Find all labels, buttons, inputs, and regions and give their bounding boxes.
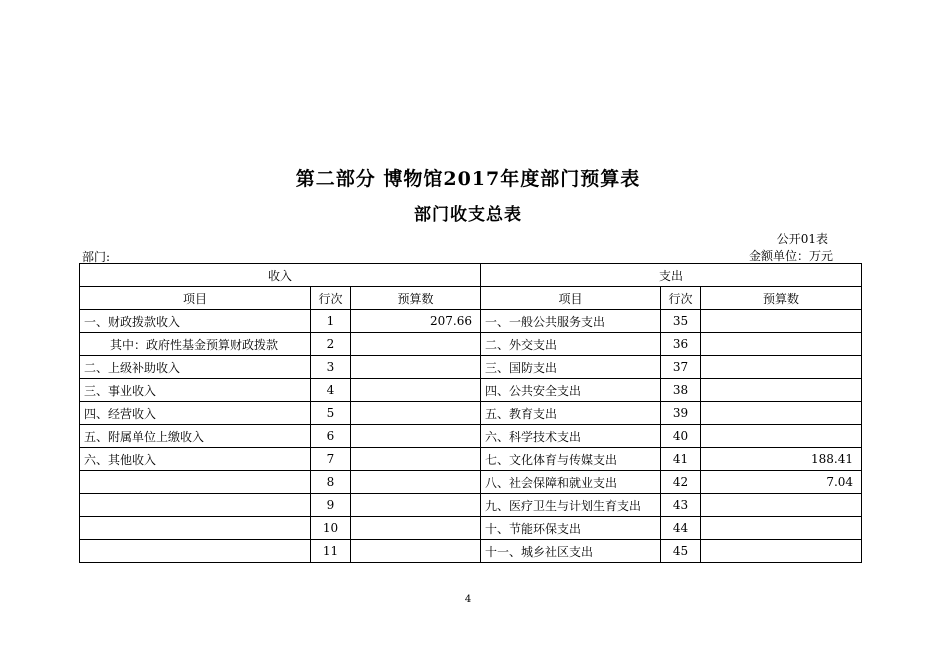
expense-item: 十一、城乡社区支出: [481, 540, 661, 563]
expense-budget-header: 预算数: [701, 287, 862, 310]
expense-row-no: 42: [661, 471, 701, 494]
income-row-no: 6: [311, 425, 351, 448]
table-row: [80, 494, 862, 517]
expense-section-header: 支出: [481, 264, 862, 287]
expense-item: 三、国防支出: [481, 356, 661, 379]
income-budget: [351, 425, 481, 448]
income-item-header: 项目: [80, 287, 311, 310]
table-row: [80, 540, 862, 563]
expense-item: 十、节能环保支出: [481, 517, 661, 540]
income-row-no: 1: [311, 310, 351, 333]
table-section-header-row: [80, 264, 862, 287]
income-item: 六、其他收入: [80, 448, 311, 471]
income-row-no: 4: [311, 379, 351, 402]
income-row-no: 8: [311, 471, 351, 494]
page-subtitle: 部门收支总表: [414, 205, 522, 225]
income-item: 一、财政拨款收入: [80, 310, 311, 333]
expense-row-no: 45: [661, 540, 701, 563]
expense-budget: [701, 540, 862, 563]
income-budget: [351, 379, 481, 402]
expense-row-no: 36: [661, 333, 701, 356]
income-row-no-header: 行次: [311, 287, 351, 310]
table-row: [80, 471, 862, 494]
expense-budget: [701, 310, 862, 333]
expense-budget: 188.41: [701, 448, 862, 471]
income-budget: [351, 540, 481, 563]
table-row: [80, 310, 862, 333]
income-item: [80, 494, 311, 517]
expense-item: 六、科学技术支出: [481, 425, 661, 448]
expense-row-no: 37: [661, 356, 701, 379]
expense-row-no: 35: [661, 310, 701, 333]
expense-budget: [701, 356, 862, 379]
expense-budget: [701, 425, 862, 448]
income-row-no: 3: [311, 356, 351, 379]
expense-budget: [701, 402, 862, 425]
expense-row-no: 44: [661, 517, 701, 540]
income-item: [80, 517, 311, 540]
table-row: [80, 402, 862, 425]
income-budget: [351, 448, 481, 471]
income-budget: [351, 471, 481, 494]
income-item: 五、附属单位上缴收入: [80, 425, 311, 448]
expense-budget: [701, 494, 862, 517]
expense-item: 五、教育支出: [481, 402, 661, 425]
income-item: [80, 471, 311, 494]
table-row: [80, 356, 862, 379]
expense-item: 八、社会保障和就业支出: [481, 471, 661, 494]
income-row-no: 11: [311, 540, 351, 563]
budget-table: [79, 263, 862, 563]
table-row: [80, 425, 862, 448]
income-budget-header: 预算数: [351, 287, 481, 310]
page-title: 第二部分 博物馆2017年度部门预算表: [295, 168, 641, 190]
expense-budget: [701, 379, 862, 402]
expense-item: 一、一般公共服务支出: [481, 310, 661, 333]
table-row: [80, 379, 862, 402]
expense-budget: [701, 517, 862, 540]
department-label: 部门:: [82, 250, 111, 264]
income-row-no: 5: [311, 402, 351, 425]
table-row: [80, 517, 862, 540]
expense-budget: [701, 333, 862, 356]
income-row-no: 9: [311, 494, 351, 517]
expense-row-no: 41: [661, 448, 701, 471]
expense-item: 二、外交支出: [481, 333, 661, 356]
income-row-no: 10: [311, 517, 351, 540]
income-budget: 207.66: [351, 310, 481, 333]
income-budget: [351, 517, 481, 540]
income-item: [80, 540, 311, 563]
income-item: 四、经营收入: [80, 402, 311, 425]
income-item: 三、事业收入: [80, 379, 311, 402]
expense-item-header: 项目: [481, 287, 661, 310]
expense-item: 七、文化体育与传媒支出: [481, 448, 661, 471]
expense-row-no: 40: [661, 425, 701, 448]
income-budget: [351, 494, 481, 517]
expense-row-no: 43: [661, 494, 701, 517]
expense-row-no: 38: [661, 379, 701, 402]
income-budget: [351, 356, 481, 379]
income-item: 其中：政府性基金预算财政拨款: [80, 333, 311, 356]
income-item: 二、上级补助收入: [80, 356, 311, 379]
expense-item: 九、医疗卫生与计划生育支出: [481, 494, 661, 517]
income-section-header: 收入: [80, 264, 481, 287]
table-code: 公开01表: [776, 232, 828, 246]
unit-label: 金额单位：万元: [748, 249, 833, 263]
expense-budget: 7.04: [701, 471, 862, 494]
expense-row-no: 39: [661, 402, 701, 425]
income-budget: [351, 333, 481, 356]
table-column-header-row: [80, 287, 862, 310]
income-row-no: 7: [311, 448, 351, 471]
page-number: 4: [464, 594, 472, 605]
expense-item: 四、公共安全支出: [481, 379, 661, 402]
income-budget: [351, 402, 481, 425]
expense-row-no-header: 行次: [661, 287, 701, 310]
table-row: [80, 333, 862, 356]
table-row: [80, 448, 862, 471]
income-row-no: 2: [311, 333, 351, 356]
